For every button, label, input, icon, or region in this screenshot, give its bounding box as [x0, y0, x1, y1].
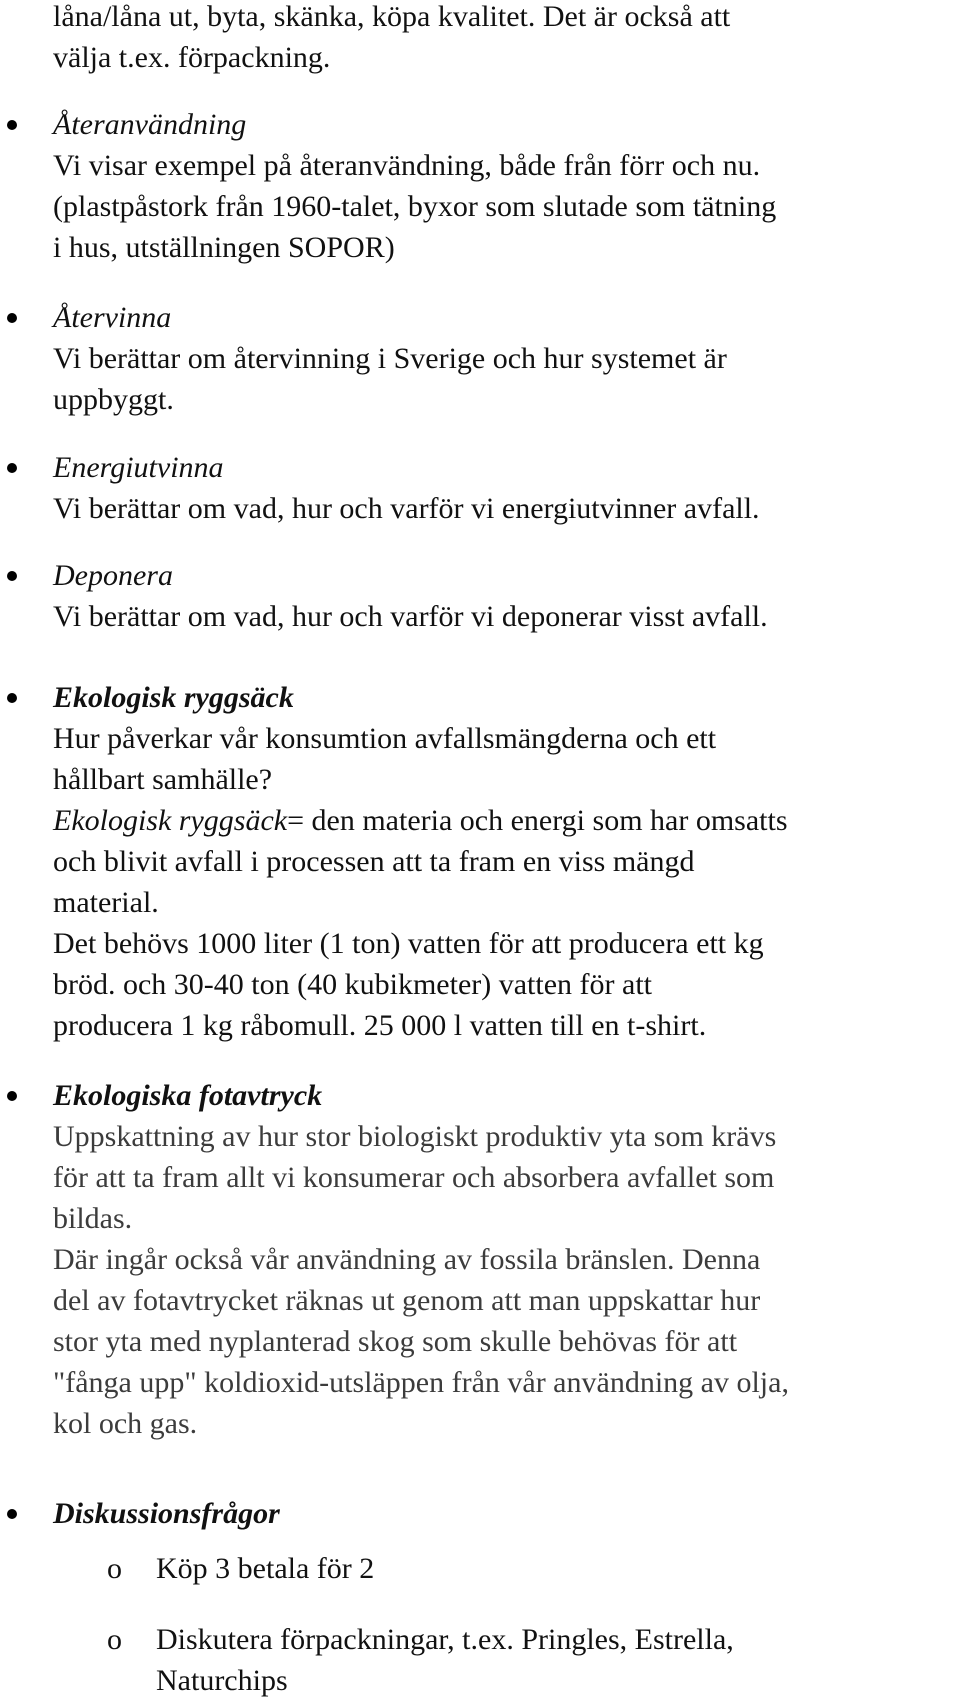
text-line: Uppskattning av hur stor biologiskt produktiv yta som krävs — [53, 1120, 777, 1153]
text-line: Vi visar exempel på återanvändning, både från förr och nu. — [53, 149, 761, 182]
text-line: välja t.ex. förpackning. — [53, 41, 331, 74]
text-line: Diskutera förpackningar, t.ex. Pringles, Estrella, — [156, 1623, 734, 1656]
text-line: Där ingår också vår användning av fossila bränslen. Denna — [53, 1243, 761, 1276]
bullet-icon — [7, 120, 17, 130]
definition-text: = den materia och energi som har omsatts — [287, 804, 788, 837]
sub-list-item — [156, 1548, 960, 1589]
definition-term: Ekologisk ryggsäck — [53, 804, 288, 837]
text-line: bröd. och 30-40 ton (40 kubikmeter) vatten för att — [53, 968, 653, 1001]
definition-line — [53, 800, 943, 841]
text-line: Naturchips — [156, 1664, 288, 1697]
intro-paragraph — [53, 0, 943, 78]
list-item-ekologisk-ryggsack — [53, 677, 943, 1046]
text-line: Det behövs 1000 liter (1 ton) vatten för att producera ett kg — [53, 927, 764, 960]
item-heading: Diskussionsfrågor — [53, 1497, 280, 1530]
text-line: producera 1 kg råbomull. 25 000 l vatten till en t-shirt. — [53, 1009, 707, 1042]
bullet-icon — [7, 1509, 17, 1519]
text-line: och blivit avfall i processen att ta fram en viss mängd — [53, 845, 695, 878]
text-line: (plastpåstork från 1960-talet, byxor som slutade som tätning — [53, 190, 777, 223]
text-line: stor yta med nyplanterad skog som skulle behövas för att — [53, 1325, 738, 1358]
text-line: i hus, utställningen SOPOR) — [53, 231, 395, 264]
item-heading: Återanvändning — [53, 108, 247, 141]
text-line: Hur påverkar vår konsumtion avfallsmängderna och ett — [53, 722, 717, 755]
text-line: material. — [53, 886, 159, 919]
list-item-ekologiska-fotavtryck — [53, 1075, 943, 1444]
item-heading: Ekologiska fotavtryck — [53, 1079, 323, 1112]
text-line: bildas. — [53, 1202, 133, 1235]
text-line: "fånga upp" koldioxid-utsläppen från vår användning av olja, — [53, 1366, 789, 1399]
bullet-icon — [7, 693, 17, 703]
text-line: kol och gas. — [53, 1407, 198, 1440]
text-line: Vi berättar om återvinning i Sverige och hur systemet är — [53, 342, 727, 375]
item-heading: Återvinna — [53, 301, 172, 334]
sub-bullet-icon: o — [107, 1552, 122, 1585]
item-heading: Deponera — [53, 559, 173, 592]
text-line: Vi berättar om vad, hur och varför vi deponerar visst avfall. — [53, 600, 768, 633]
list-item-energiutvinna — [53, 447, 943, 529]
text-line: del av fotavtrycket räknas ut genom att man uppskattar hur — [53, 1284, 761, 1317]
list-item-ateranvandning — [53, 104, 943, 268]
bullet-icon — [7, 313, 17, 323]
item-heading: Energiutvinna — [53, 451, 224, 484]
bullet-icon — [7, 463, 17, 473]
text-line: uppbyggt. — [53, 383, 174, 416]
text-line: Vi berättar om vad, hur och varför vi energiutvinner avfall. — [53, 492, 760, 525]
text-line: låna/låna ut, byta, skänka, köpa kvalitet. Det är också att — [53, 0, 731, 33]
list-item-atervinna — [53, 297, 943, 420]
text-line: hållbart samhälle? — [53, 763, 273, 796]
list-item-deponera — [53, 555, 943, 637]
text-line: för att ta fram allt vi konsumerar och absorbera avfallet som — [53, 1161, 775, 1194]
sub-list-item — [156, 1619, 960, 1701]
sub-bullet-icon: o — [107, 1623, 122, 1656]
list-item-diskussionsfragor — [53, 1493, 943, 1534]
item-heading: Ekologisk ryggsäck — [53, 681, 294, 714]
text-line: Köp 3 betala för 2 — [156, 1552, 375, 1585]
bullet-icon — [7, 1091, 17, 1101]
bullet-icon — [7, 571, 17, 581]
